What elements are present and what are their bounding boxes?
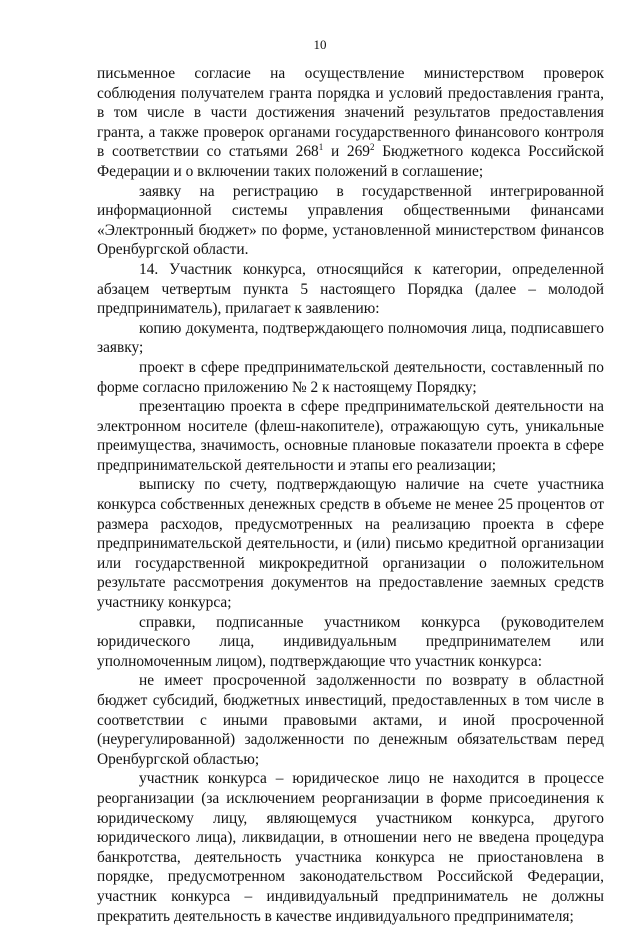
paragraph: проект в сфере предпринимательской деятельности, составленный по форме согласно приложению № 2 к настоящему Порядку; [97, 358, 604, 396]
paragraph: справки, подписанные участником конкурса (руководителем юридического лица, индивидуальным предпринимателем или уполномоченным лицом), подтверждающие что участник конкурса: [97, 613, 604, 670]
paragraph [97, 64, 604, 182]
paragraph: копию документа, подтверждающего полномочия лица, подписавшего заявку; [97, 319, 604, 357]
paragraph: выписку по счету, подтверждающую наличие на счете участника конкурса собственных денежных средств в объеме не менее 25 процентов от размера расходов, предусмотренных на реализацию проекта в сфере предпринимательской деятельности, и (или) письмо кредитной организации или государственной микрокредитной организации о положительном результате рассмотрения документов на предоставление заемных средств участнику конкурса; [97, 476, 604, 612]
page-number: 10 [313, 37, 327, 52]
paragraph: 14. Участник конкурса, относящийся к категории, определенной абзацем четвертым пункта 5 настоящего Порядка (далее – молодой предприниматель), прилагает к заявлению: [97, 260, 604, 318]
superscript: 1 [318, 142, 324, 153]
paragraph: не имеет просроченной задолженности по возврату в областной бюджет субсидий, бюджетных инвестиций, предоставленных в том числе в соответствии с иными правовыми актами, и иной просроченной (неурегулированной) задолженности по денежным обязательствам перед Оренбургской областью; [97, 672, 604, 768]
paragraph-text: Бюджетного кодекса Российской Федерации и о включении таких положений в соглашение; [97, 143, 604, 180]
document-body [97, 64, 604, 926]
paragraph: заявку на регистрацию в государственной интегрированной информационной системы управления общественными финансами «Электронный бюджет» по форме, установленной министерством финансов Оренбургской области. [97, 182, 604, 259]
paragraph-text: письменное согласие на осуществление министерством проверок соблюдения получателем гранта порядка и условий предоставления гранта, в том числе в части достижения значений результатов предоставления гранта, а также проверок органами государственного финансового контроля в соответствии со статьями 268 [97, 65, 604, 161]
paragraph: презентацию проекта в сфере предпринимательской деятельности на электронном носителе (флеш-накопителе), отражающую суть, уникальные преимущества, значимость, основные плановые показатели проекта в сфере предпринимательской деятельности и этапы его реализации; [97, 398, 604, 474]
paragraph: участник конкурса – юридическое лицо не находится в процессе реорганизации (за исключением реорганизации в форме присоединения к юридическому лицу, являющемуся участником конкурса, другого юридического лица), ликвидации, в отношении него не введена процедура банкротства, деятельность участника конкурса не приостановлена в порядке, предусмотренном законодательством Российской Федерации, участник конкурса – индивидуальный предприниматель не должны прекратить деятельность в качестве индивидуального предпринимателя; [97, 770, 604, 925]
paragraph-text: и 269 [323, 143, 370, 161]
superscript: 2 [370, 142, 375, 153]
